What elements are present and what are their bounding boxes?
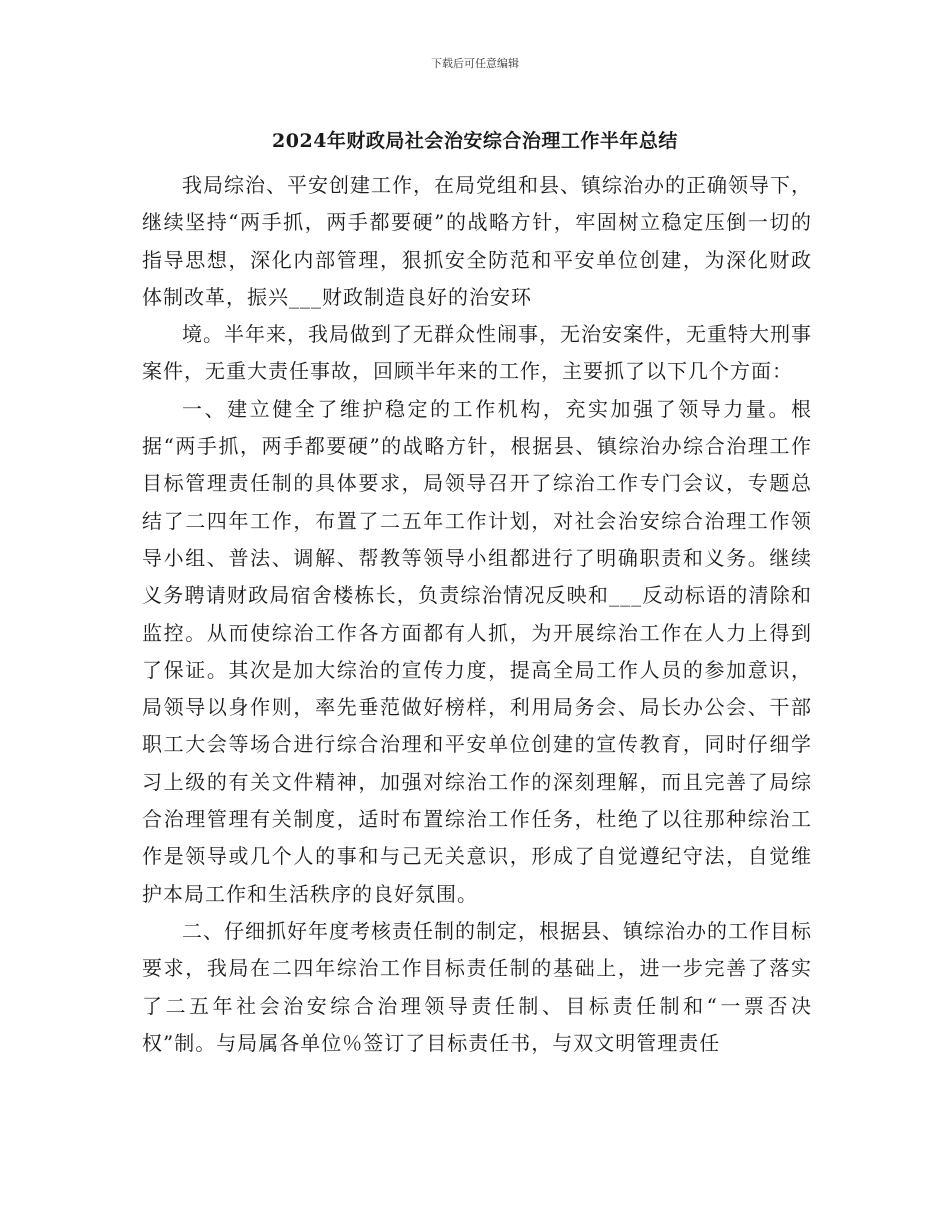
- header-note: 下载后可任意编辑: [431, 57, 519, 70]
- paragraph: 境。半年来，我局做到了无群众性闹事，无治安案件，无重特大刑事案件，无重大责任事故，回顾半年来的工作，主要抓了以下几个方面：: [142, 322, 812, 384]
- paragraph: 我局综治、平安创建工作，在局党组和县、镇综治办的正确领导下，继续坚持“两手抓，两手都要硬”的战略方针，牢固树立稳定压倒一切的指导思想，深化内部管理，狠抓安全防范和平安单位创建，为深化财政体制改革，振兴___财政制造良好的治安环: [142, 173, 812, 309]
- document-body: [142, 167, 812, 1062]
- paragraph: 一、建立健全了维护稳定的工作机构，充实加强了领导力量。根据“两手抓，两手都要硬”的战略方针，根据县、镇综治办综合治理工作目标管理责任制的具体要求，局领导召开了综治工作专门会议，专题总结了二四年工作，布置了二五年工作计划，对社会治安综合治理工作领导小组、普法、调解、帮教等领导小组都进行了明确职责和义务。继续义务聘请财政局宿舍楼栋长，负责综治情况反映和___反动标语的清除和监控。从而使综治工作各方面都有人抓，为开展综治工作在人力上得到了保证。其次是加大综治的宣传力度，提高全局工作人员的参加意识，局领导以身作则，率先垂范做好榜样，利用局务会、局长办公会、干部职工大会等场合进行综合治理和平安单位创建的宣传教育，同时仔细学习上级的有关文件精神，加强对综治工作的深刻理解，而且完善了局综合治理管理有关制度，适时布置综治工作任务，杜绝了以往那种综治工作是领导或几个人的事和与己无关意识，形成了自觉遵纪守法，自觉维护本局工作和生活秩序的良好氛围。: [142, 396, 812, 906]
- paragraph: 二、仔细抓好年度考核责任制的制定，根据县、镇综治办的工作目标要求，我局在二四年综治工作目标责任制的基础上，进一步完善了落实了二五年社会治安综合治理领导责任制、目标责任制和“一票否决权”制。与局属各单位％签订了目标责任书，与双文明管理责任: [142, 918, 812, 1055]
- document-title: 2024年财政局社会治安综合治理工作半年总结: [272, 130, 678, 152]
